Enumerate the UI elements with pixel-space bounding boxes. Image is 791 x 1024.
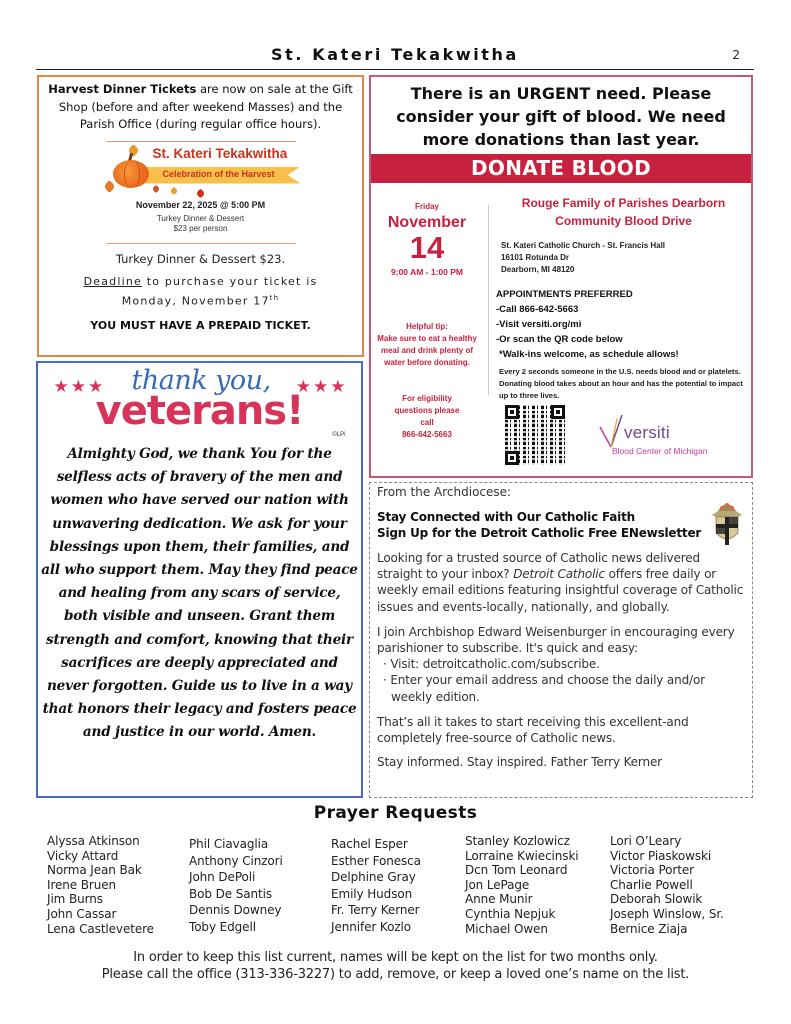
prayer-name: John DePoli <box>189 870 256 884</box>
archdiocese-paragraph-1 <box>377 550 746 615</box>
stars-icon: ★★★ <box>53 377 106 396</box>
copyright: ©LPi <box>332 432 346 438</box>
eligibility-text: For eligibility questions please call <box>394 394 460 427</box>
qr-finder <box>505 451 519 465</box>
leaf-icon <box>195 188 205 198</box>
prayer-name: Phil Ciavaglia <box>189 837 269 851</box>
prayer-name: Dcn Tom Leonard <box>465 863 568 878</box>
prayer-name: Irene Bruen <box>47 877 117 892</box>
prayer-name: Jennifer Kozlo <box>331 919 412 934</box>
prayer-name: Michael Owen <box>465 921 548 936</box>
subscribe-step-email: · Enter your email address and choose the daily and/or weekly edition. <box>377 672 746 704</box>
p1-text: Looking for a trusted source of Catholic news delivered straight to your inbox? <box>377 551 700 582</box>
stars-icon: ★★★ <box>295 377 348 396</box>
archdiocese-paragraph-3: That’s all it takes to start receiving this excellent-and completely free-source of Catholic news. <box>377 714 689 746</box>
prayer-name: Emily Hudson <box>331 886 413 901</box>
qr-finder <box>505 405 519 419</box>
prayer-name: Vicky Attard <box>47 848 119 863</box>
prayer-name: Deborah Slowik <box>610 892 703 907</box>
p1-text: offers free daily or weekly email editions featuring insightful coverage of Catholic issues and events-locally, nationally, and globally. <box>377 567 744 614</box>
prayer-name: Anne Munir <box>465 892 533 907</box>
prayer-name: Lena Castlevetere <box>47 921 154 936</box>
address-line: St. Kateri Catholic Church - St. Francis Hall <box>501 241 666 250</box>
prayer-name: Alyssa Atkinson <box>47 834 140 848</box>
address-line: 16101 Rotunda Dr <box>501 253 570 262</box>
prayer-name: Jim Burns <box>47 892 103 907</box>
veterans-word: veterans! <box>95 388 304 434</box>
harvest-graphic <box>101 142 301 242</box>
graphic-line1: Turkey Dinner & Dessert <box>156 213 245 223</box>
prayer-name: Bob De Santis <box>189 886 273 901</box>
thank-you-veterans-logo <box>40 363 360 443</box>
leaf-icon <box>169 186 177 194</box>
archdiocese-paragraph-2: I join Archbishop Edward Weisenburger in encouraging every parishioner to subscribe. It's quick and easy: <box>377 624 735 656</box>
prayer-name: Anthony Cinzori <box>189 853 283 868</box>
day: 14 <box>409 230 445 265</box>
organizer-line1: Rouge Family of Parishes Dearborn <box>521 196 726 210</box>
appointments-heading: APPOINTMENTS PREFERRED <box>496 289 633 300</box>
prayer-name: Delphine Gray <box>331 870 416 884</box>
eligibility-info <box>371 393 483 441</box>
prayer-name: Victoria Porter <box>610 863 694 878</box>
month: November <box>387 214 467 231</box>
deadline-date: Monday, November 17 <box>121 294 270 308</box>
harvest-price: Turkey Dinner & Dessert $23. <box>115 251 286 266</box>
harvest-intro <box>39 81 362 134</box>
page-number: 2 <box>732 48 740 62</box>
appointment-visit-link[interactable]: -Visit versiti.org/mi <box>496 319 582 330</box>
graphic-subtext <box>101 214 301 234</box>
tip-label: Helpful tip: <box>406 322 448 331</box>
archdiocese-heading <box>377 509 746 541</box>
page-header <box>36 44 754 70</box>
versiti-wordmark: versiti <box>624 423 670 442</box>
prayer-name: Rachel Esper <box>331 837 408 851</box>
prayer-name: Toby Edgell <box>189 919 256 934</box>
prayer-column-4 <box>465 834 579 936</box>
publication-name: Detroit Catholic <box>513 567 605 582</box>
coat-of-arms-icon <box>710 497 744 549</box>
graphic-line2: $23 per person <box>173 223 228 233</box>
organizer <box>496 194 751 230</box>
time-range: 9:00 AM - 1:00 PM <box>391 267 463 277</box>
prayer-column-3 <box>331 836 421 935</box>
appointment-qr-note: -Or scan the QR code below <box>496 334 623 345</box>
day-of-week: Friday <box>414 202 439 211</box>
deadline-suffix: th <box>269 293 280 302</box>
prayer-name: Esther Fonesca <box>331 853 421 868</box>
prayer-requests-title: Prayer Requests <box>313 803 478 823</box>
graphic-title: St. Kateri Tekakwitha <box>152 145 288 161</box>
appointment-call[interactable]: -Call 866-642-5663 <box>496 304 579 315</box>
thank-you-script: thank you, <box>131 365 271 396</box>
prayer-name: Norma Jean Bak <box>47 863 142 878</box>
archdiocese-box <box>369 482 753 798</box>
blood-drive-box <box>369 75 753 478</box>
veterans-prayer: Almighty God, we thank You for the selfless acts of bravery of the men and women who have served our nation with unwavering dedication. We ask for your blessings upon them, their families, and all who support them. May they find peace and healing from any scars of service, both visible and unseen. Grant them strength and comfort, knowing that their sacrifices are deeply appreciated and never forgotten. Guide us to live in a way that honors their legacy and fosters peace and justice in our world. Amen. <box>41 446 358 741</box>
prayer-name: Fr. Terry Kerner <box>331 903 420 917</box>
heading-line2: Sign Up for the Detroit Catholic Free ENewsletter <box>377 526 702 540</box>
prayer-column-1 <box>47 834 154 936</box>
qr-finder <box>551 405 565 419</box>
helpful-tip <box>371 321 483 369</box>
subscribe-steps <box>377 656 746 705</box>
deadline-word: Deadline <box>83 274 142 288</box>
prayer-name: Charlie Powell <box>610 877 693 892</box>
prayer-name: Jon LePage <box>465 877 530 892</box>
appointment-info <box>496 287 751 347</box>
prayer-name: Cynthia Nepjuk <box>465 906 556 921</box>
harvest-deadline <box>39 273 362 310</box>
heading-line1: Stay Connected with Our Catholic Faith <box>377 510 635 524</box>
prepaid-notice: YOU MUST HAVE A PREPAID TICKET. <box>90 319 311 333</box>
urgent-need-text: There is an URGENT need. Please consider your gift of blood. We need more donations than last year. <box>396 84 726 149</box>
prayer-name: Lori O’Leary <box>610 834 682 848</box>
leaf-icon <box>151 184 159 192</box>
prayer-name: Victor Piaskowski <box>610 848 712 863</box>
prayer-name: John Cassar <box>47 906 117 921</box>
graphic-banner-text: Celebration of the Harvest <box>162 168 275 179</box>
prayer-name: Joseph Winslow, Sr. <box>610 906 724 921</box>
note-line2: Please call the office (313-336-3227) to add, remove, or keep a loved one’s name on the list. <box>101 967 690 982</box>
graphic-date: November 22, 2025 @ 5:00 PM <box>135 199 266 210</box>
harvest-dinner-box <box>37 75 364 357</box>
address-line: Dearborn, MI 48120 <box>501 265 575 274</box>
prayer-name: Lorraine Kwiecinski <box>465 848 579 863</box>
blood-drive-details <box>496 194 751 402</box>
blood-drive-date-column <box>371 197 483 441</box>
blood-statistic: Every 2 seconds someone in the U.S. needs blood and or platelets. Donating blood takes about an hour and has the potential to impact up to three lives. <box>499 367 743 400</box>
harvest-intro-bold: Harvest Dinner Tickets <box>48 82 197 96</box>
archdiocese-label: From the Archdiocese: <box>377 485 512 499</box>
prayer-name: Dennis Downey <box>189 903 282 917</box>
tip-text: Make sure to eat a healthy meal and drink plenty of water before donating. <box>377 334 477 367</box>
pumpkin-icon <box>113 160 149 188</box>
prayer-list-note <box>0 949 791 983</box>
eligibility-phone[interactable]: 866-642-5663 <box>402 430 452 439</box>
walk-ins-note: *Walk-ins welcome, as schedule allows! <box>499 349 679 360</box>
column-divider <box>488 205 489 395</box>
deadline-text: to purchase your ticket is <box>142 274 318 288</box>
note-line1: In order to keep this list current, names will be kept on the list for two months only. <box>133 950 658 965</box>
address <box>496 240 751 276</box>
organizer-line2: Community Blood Drive <box>555 214 692 228</box>
versiti-logo <box>598 413 738 463</box>
prayer-name: Bernice Ziaja <box>610 921 688 936</box>
parish-title: St. Kateri Tekakwitha <box>271 45 519 64</box>
veterans-prayer-box <box>36 361 363 798</box>
prayer-name: Stanley Kozlowicz <box>465 834 570 848</box>
harvest-intro-text: are now on sale at the Gift Shop (before and after weekend Masses) and the Parish Office (during regular office hours). <box>58 82 353 131</box>
subscribe-step-visit[interactable]: · Visit: detroitcatholic.com/subscribe. <box>377 656 746 672</box>
donate-blood-banner: DONATE BLOOD <box>371 154 751 183</box>
leaf-icon <box>103 180 116 193</box>
prayer-column-5 <box>610 834 724 936</box>
prayer-column-2 <box>189 836 283 935</box>
qr-code-icon[interactable] <box>505 405 565 465</box>
divider <box>106 243 296 244</box>
versiti-subtitle: Blood Center of Michigan <box>612 446 708 456</box>
archdiocese-signoff: Stay informed. Stay inspired. Father Terry Kerner <box>377 755 662 770</box>
